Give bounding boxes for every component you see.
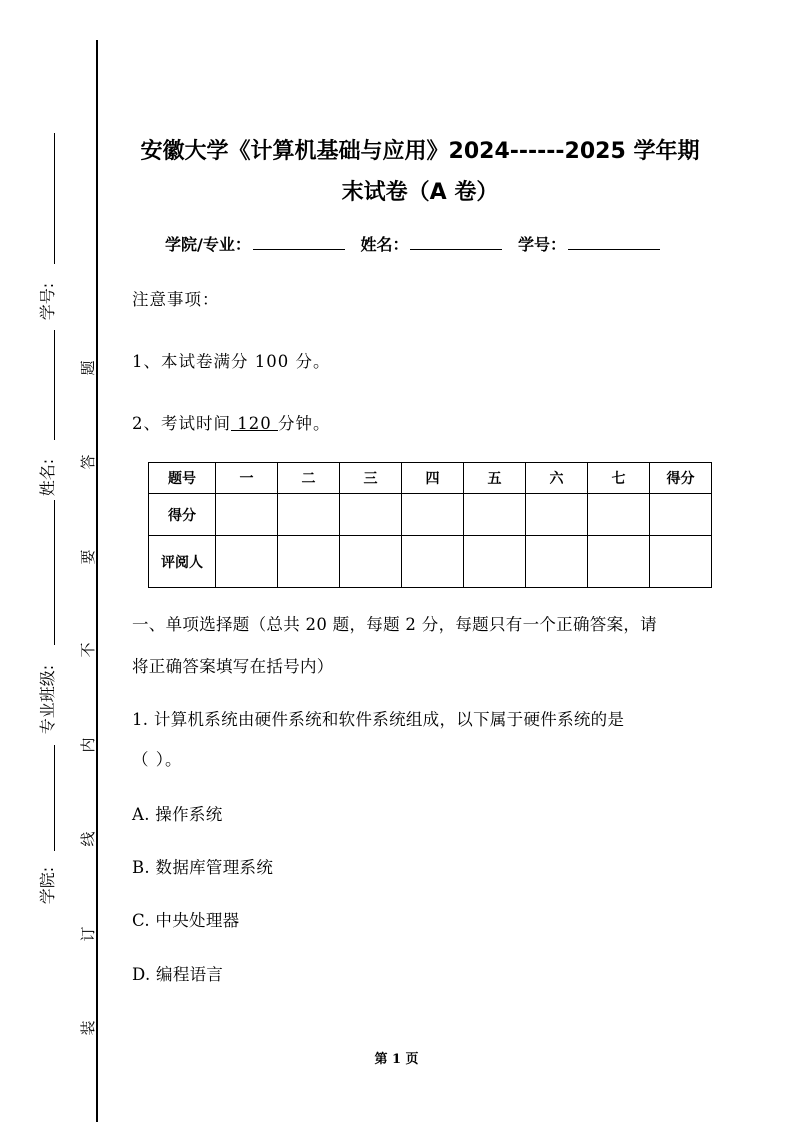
question-1-text: 1. 计算机系统由硬件系统和软件系统组成，以下属于硬件系统的是	[132, 710, 625, 729]
grader-cell[interactable]	[278, 536, 340, 588]
score-cell[interactable]	[402, 494, 464, 536]
student-id-blank[interactable]	[568, 235, 660, 250]
grader-cell[interactable]	[526, 536, 588, 588]
row-label: 得分	[149, 494, 216, 536]
grader-row	[149, 536, 712, 588]
header-cell: 一	[216, 463, 278, 494]
header-cell: 三	[340, 463, 402, 494]
option-a: A. 操作系统	[132, 805, 223, 824]
exam-title-line2: 末试卷（A 卷）	[341, 180, 499, 205]
section1-heading-line1: 一、单项选择题（总共 20 题，每题 2 分，每题只有一个正确答案，请	[132, 615, 657, 634]
margin-warning-char: 内	[79, 737, 97, 753]
note-item-2-prefix: 2、考试时间	[132, 414, 231, 433]
margin-label-major-class: 专业班级:	[38, 664, 58, 735]
note-item-1: 1、本试卷满分 100 分。	[132, 352, 331, 371]
margin-warning-char: 题	[79, 360, 97, 376]
fill-line	[54, 500, 55, 645]
header-cell: 五	[464, 463, 526, 494]
margin-label-student-id: 学号:	[38, 282, 58, 321]
margin-warning-char: 线	[79, 831, 97, 847]
header-cell: 题号	[149, 463, 216, 494]
score-cell[interactable]	[588, 494, 650, 536]
fill-line	[54, 133, 55, 264]
option-c: C. 中央处理器	[132, 911, 240, 930]
grader-cell[interactable]	[464, 536, 526, 588]
score-cell[interactable]	[526, 494, 588, 536]
score-table	[148, 462, 712, 588]
grader-cell[interactable]	[588, 536, 650, 588]
binding-line	[96, 40, 98, 1122]
option-b: B. 数据库管理系统	[132, 858, 274, 877]
score-cell[interactable]	[340, 494, 402, 536]
section1-heading-line2: 将正确答案填写在括号内）	[132, 657, 334, 676]
notes-heading: 注意事项：	[132, 290, 220, 309]
grader-cell[interactable]	[216, 536, 278, 588]
student-info-row	[165, 232, 670, 255]
page-number: 第 1 页	[374, 1052, 419, 1067]
header-cell: 二	[278, 463, 340, 494]
name-label: 姓名：	[360, 235, 409, 254]
student-id-label: 学号：	[518, 235, 567, 254]
grader-cell[interactable]	[402, 536, 464, 588]
margin-label-name: 姓名:	[38, 458, 58, 497]
margin-warning-char: 订	[79, 926, 97, 942]
college-major-blank[interactable]	[253, 235, 345, 250]
fill-line	[54, 330, 55, 440]
row-label: 评阅人	[149, 536, 216, 588]
margin-warning-char: 不	[79, 642, 97, 658]
exam-duration: 120	[231, 414, 278, 433]
margin-warning-char: 要	[79, 549, 97, 565]
score-table-header-row	[149, 463, 712, 494]
score-cell[interactable]	[650, 494, 712, 536]
header-cell: 七	[588, 463, 650, 494]
note-item-2-suffix: 分钟。	[277, 414, 331, 433]
header-cell: 得分	[650, 463, 712, 494]
grader-cell[interactable]	[650, 536, 712, 588]
question-1-answer-paren: （ ）。	[132, 750, 183, 769]
header-cell: 六	[526, 463, 588, 494]
margin-label-college: 学院:	[38, 866, 58, 905]
college-major-label: 学院/专业：	[165, 235, 251, 254]
score-cell[interactable]	[464, 494, 526, 536]
margin-warning-char: 答	[79, 454, 97, 470]
score-row	[149, 494, 712, 536]
fill-line	[54, 745, 55, 851]
score-cell[interactable]	[216, 494, 278, 536]
option-d: D. 编程语言	[132, 965, 224, 984]
margin-warning-char: 装	[79, 1020, 97, 1036]
exam-title-line1: 安徽大学《计算机基础与应用》2024------2025 学年期	[140, 139, 700, 164]
score-cell[interactable]	[278, 494, 340, 536]
name-blank[interactable]	[410, 235, 502, 250]
note-item-2	[132, 410, 330, 434]
header-cell: 四	[402, 463, 464, 494]
grader-cell[interactable]	[340, 536, 402, 588]
